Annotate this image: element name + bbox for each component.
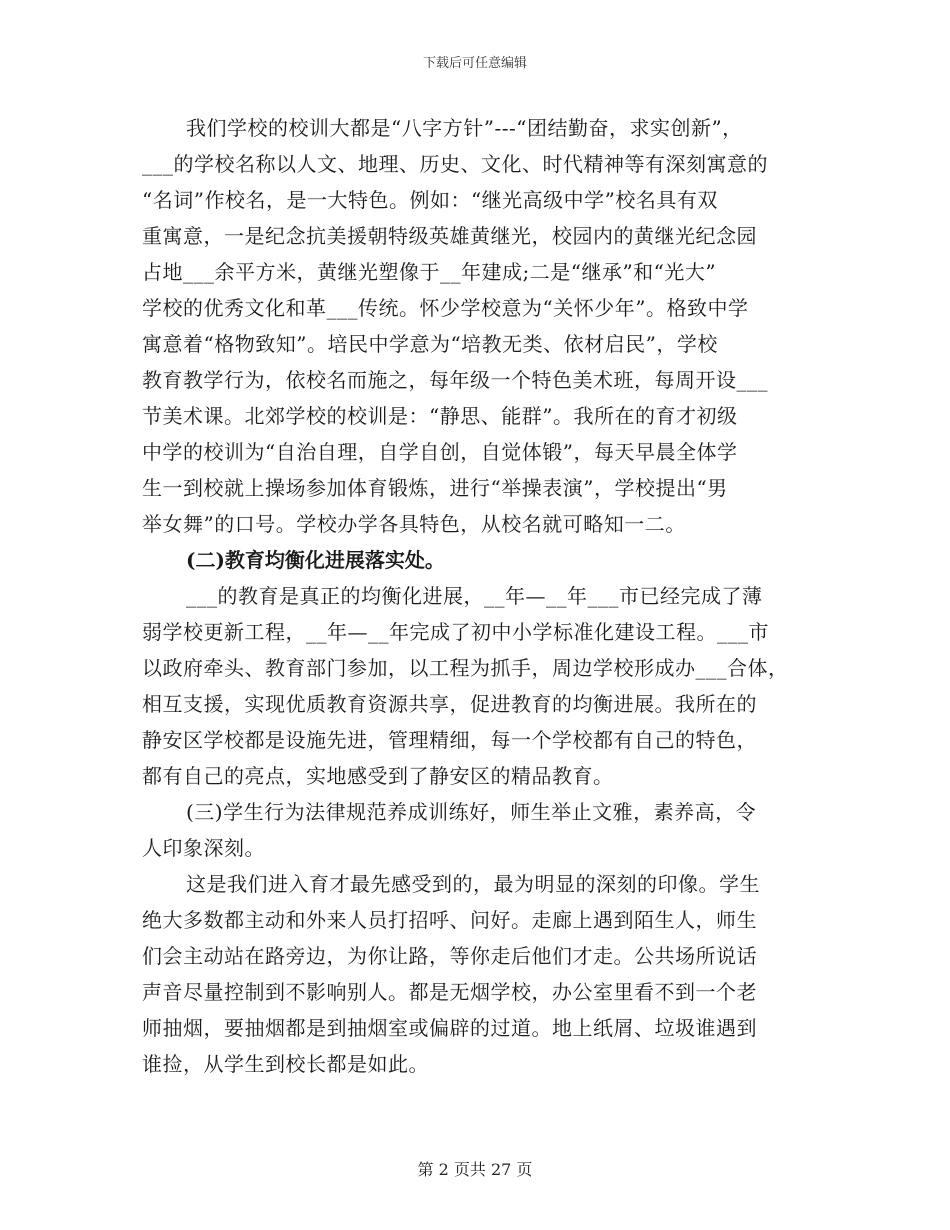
text-line: 以政府牵头、教育部门参加，以工程为抓手，周边学校形成办___合体，: [142, 656, 789, 680]
text-line: 我们学校的校训大都是“八字方针”---“团结勤奋，求实创新”，: [186, 116, 743, 140]
text-line: ___的教育是真正的均衡化进展，__年—__年___市已经完成了薄: [186, 584, 763, 608]
page-number: 第 2 页共 27 页: [417, 1160, 533, 1179]
text-line: (三)学生行为法律规范养成训练好，师生举止文雅，素养高，令: [186, 800, 757, 824]
text-line: 绝大多数都主动和外来人员打招呼、问好。走廊上遇到陌生人，师生: [142, 908, 757, 932]
page-header: 下载后可任意编辑: [422, 56, 527, 71]
text-line: 寓意着“格物致知”。培民中学意为“培教无类、依材启民”，学校: [142, 332, 718, 356]
text-line: 学校的优秀文化和革___传统。怀少学校意为“关怀少年”。格致中学: [142, 296, 749, 320]
text-line: 中学的校训为“自治自理，自学自创，自觉体锻”，每天早晨全体学: [142, 440, 738, 464]
text-line: ___的学校名称以人文、地理、历史、文化、时代精神等有深刻寓意的: [142, 152, 768, 176]
section-heading: [142, 542, 822, 578]
text-line: 教育教学行为，依校名而施之，每年级一个特色美术班，每周开设___: [142, 368, 768, 392]
text-line: 谁捡，从学生到校长都是如此。: [142, 1052, 429, 1076]
text-line: 举女舞”的口号。学校办学各具特色，从校名就可略知一二。: [142, 512, 686, 536]
paragraph-student-conduct: [142, 866, 822, 1082]
text-line: 们会主动站在路旁边，为你让路，等你走后他们才走。公共场所说话: [142, 944, 757, 968]
heading-text: (二)教育均衡化进展落实处。: [186, 548, 445, 572]
paragraph-balanced-education: [142, 578, 822, 794]
text-line: 都有自己的亮点，实地感受到了静安区的精品教育。: [142, 764, 614, 788]
paragraph-student-conduct-heading: [142, 794, 822, 866]
text-line: 重寓意，一是纪念抗美援朝特级英雄黄继光，校园内的黄继光纪念园: [142, 224, 757, 248]
text-line: 这是我们进入育才最先感受到的，最为明显的深刻的印像。学生: [186, 872, 760, 896]
text-line: 静安区学校都是设施先进，管理精细，每一个学校都有自己的特色，: [142, 728, 757, 752]
text-line: 弱学校更新工程，__年—__年完成了初中小学标准化建设工程。___市: [142, 620, 769, 644]
document-body: [142, 110, 822, 1082]
text-line: 相互支援，实现优质教育资源共享，促进教育的均衡进展。我所在的: [142, 692, 757, 716]
text-line: 师抽烟，要抽烟都是到抽烟室或偏辟的过道。地上纸屑、垃圾谁遇到: [142, 1016, 757, 1040]
paragraph-school-mottos: [142, 110, 822, 542]
text-line: 生一到校就上操场参加体育锻炼，进行“举操表演”，学校提出“男: [142, 476, 728, 500]
text-line: 占地___余平方米，黄继光塑像于__年建成;二是“继承”和“光大”: [142, 260, 717, 284]
text-line: 人印象深刻。: [142, 836, 265, 860]
text-line: “名词”作校名，是一大特色。例如：“继光高级中学”校名具有双: [142, 188, 718, 212]
text-line: 节美术课。北郊学校的校训是：“静思、能群”。我所在的育才初级: [142, 404, 738, 428]
text-line: 声音尽量控制到不影响别人。都是无烟学校，办公室里看不到一个老: [142, 980, 757, 1004]
